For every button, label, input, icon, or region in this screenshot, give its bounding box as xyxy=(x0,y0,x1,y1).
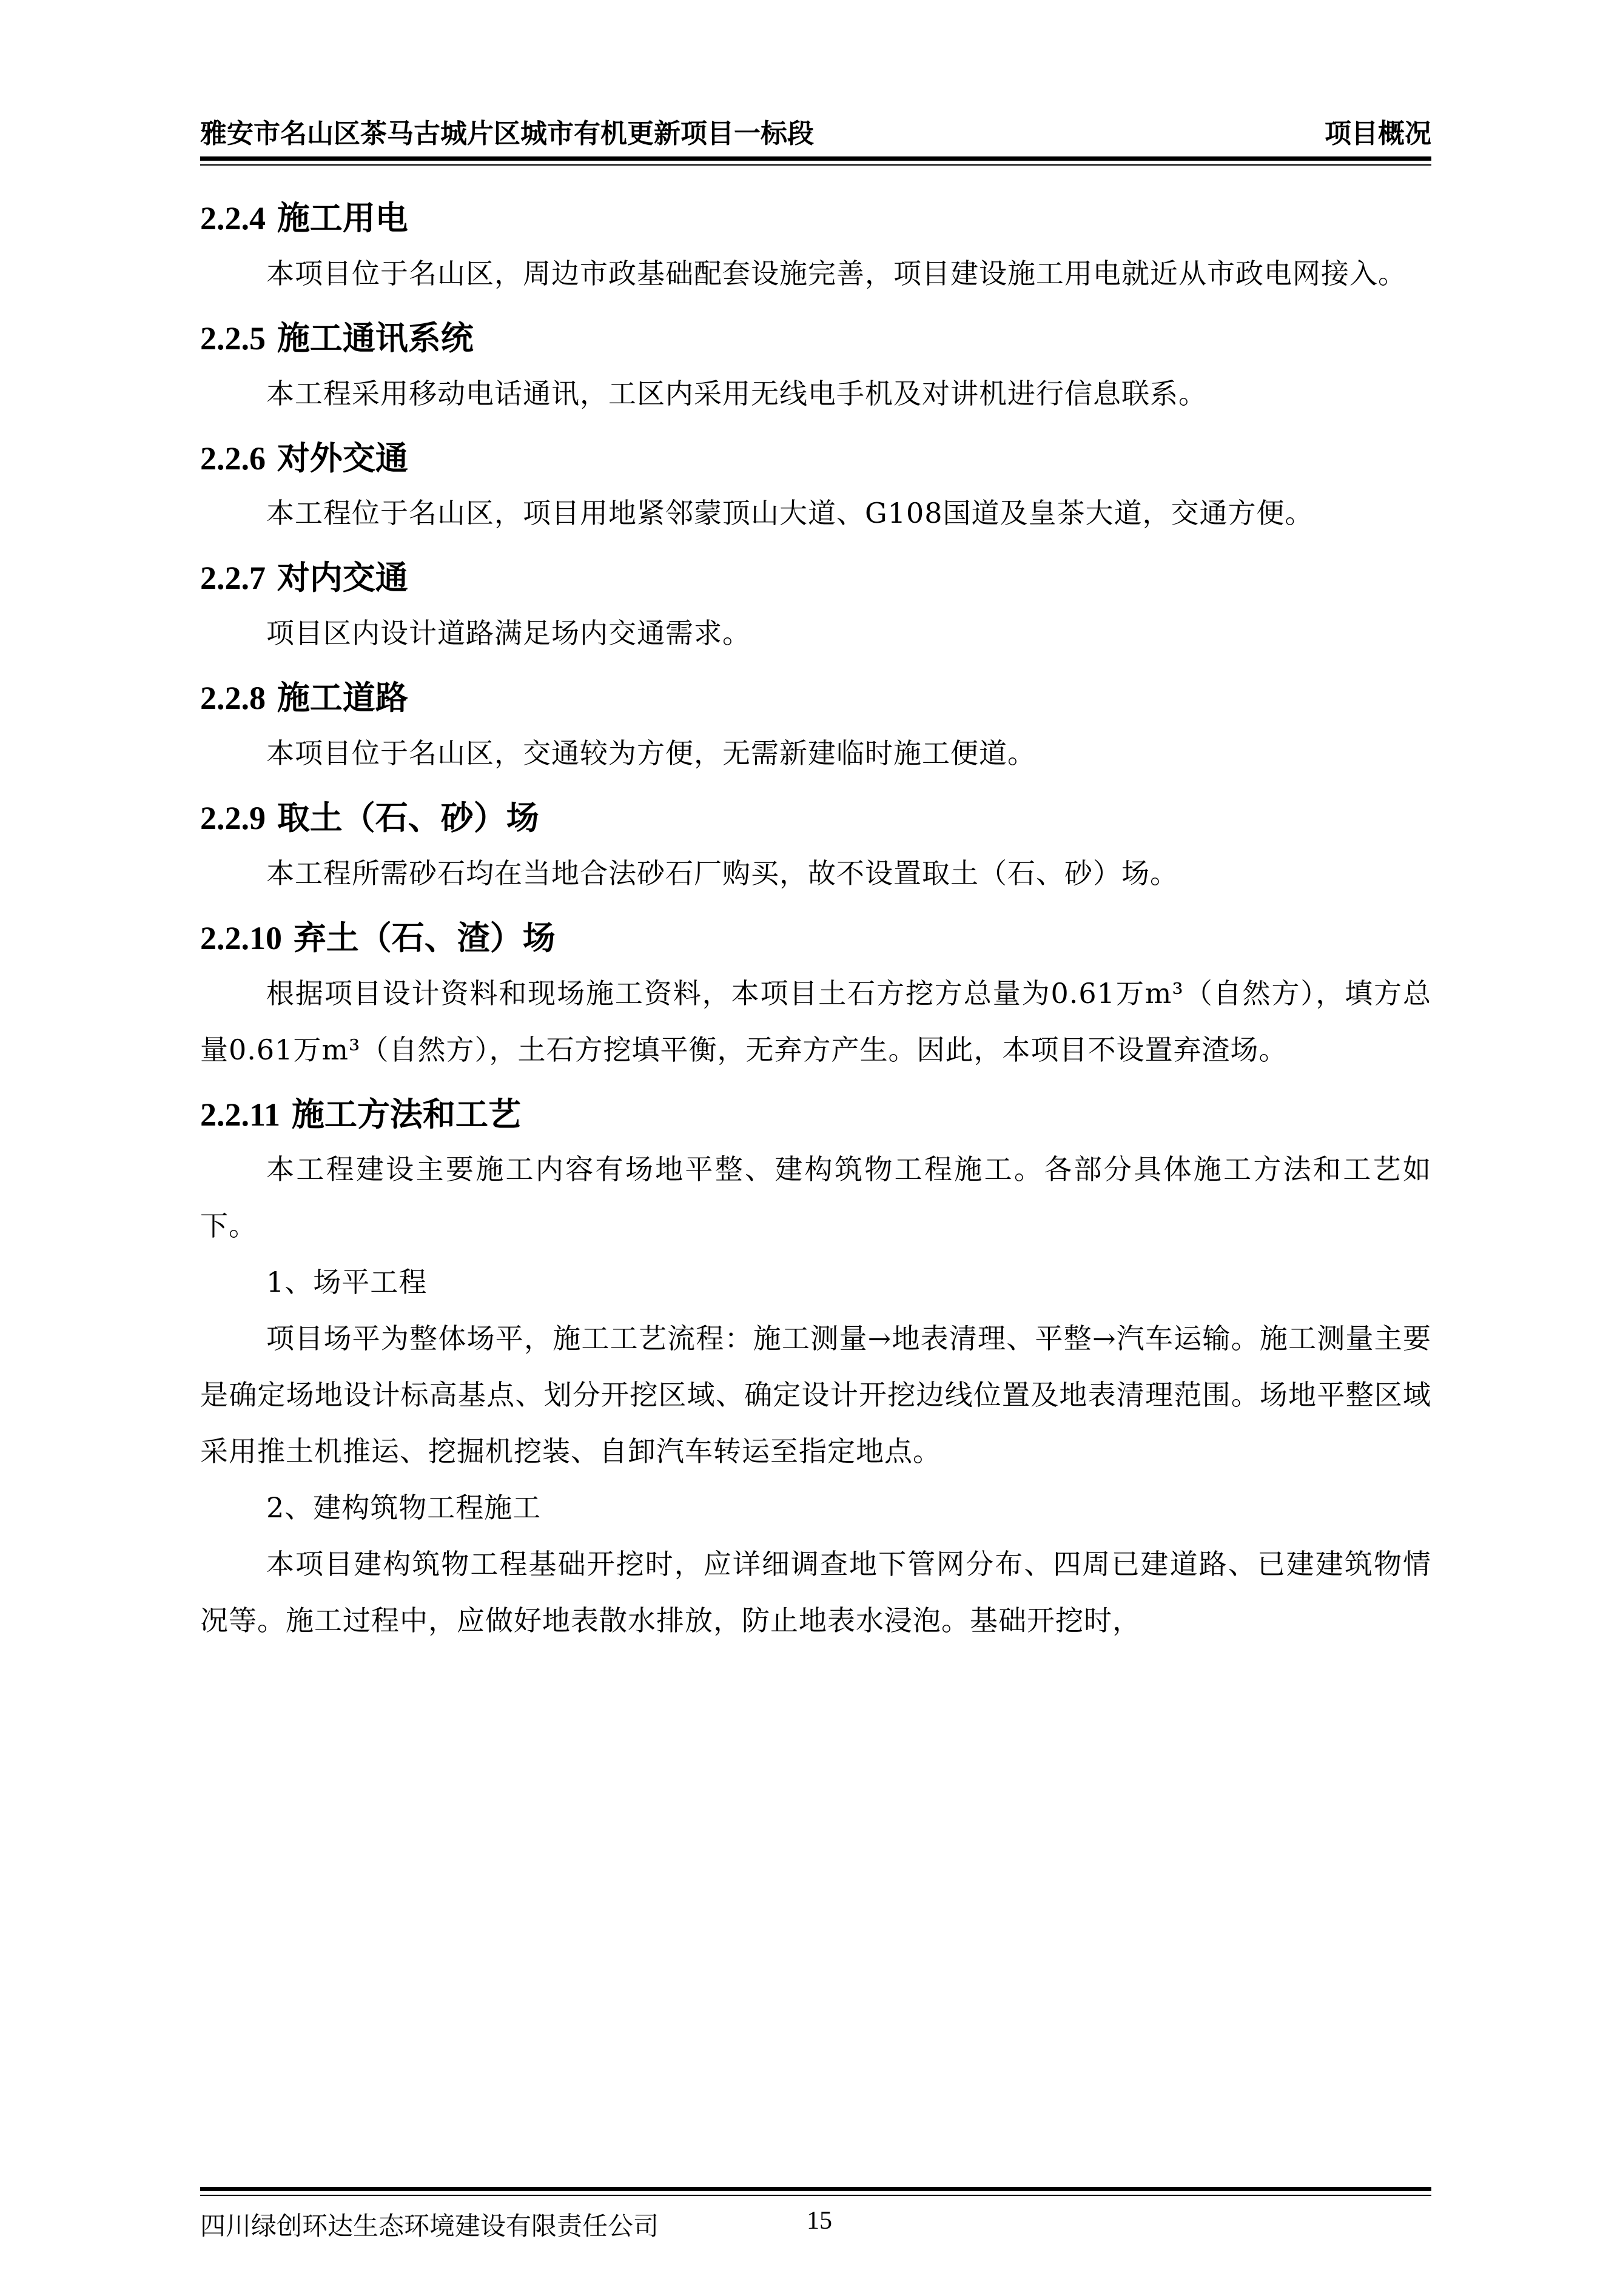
section-heading xyxy=(200,679,1431,718)
paragraph: 本项目位于名山区，交通较为方便，无需新建临时施工便道。 xyxy=(266,736,1036,770)
header-project-title: 雅安市名山区茶马古城片区城市有机更新项目一标段 xyxy=(200,118,814,149)
footer-rule-thick xyxy=(200,2187,1431,2191)
document-body xyxy=(200,182,1431,1649)
section-number: 2.2.5 xyxy=(200,320,266,357)
section-2-2-11 xyxy=(200,1095,1431,1650)
section-title: 对内交通 xyxy=(277,559,408,597)
paragraph: 本工程所需砂石均在当地合法砂石厂购买，故不设置取土（石、砂）场。 xyxy=(266,856,1178,890)
section-2-2-4 xyxy=(200,199,1431,302)
section-title: 对外交通 xyxy=(277,438,408,477)
section-2-2-10 xyxy=(200,919,1431,1078)
section-heading xyxy=(200,919,1431,958)
section-2-2-9 xyxy=(200,799,1431,902)
header-section-title: 项目概况 xyxy=(1325,118,1431,149)
section-number: 2.2.10 xyxy=(200,919,282,956)
header-rule-thick xyxy=(200,156,1431,161)
subheading-building-construction: 2、建构筑物工程施工 xyxy=(266,1491,542,1525)
section-title: 取土（石、砂）场 xyxy=(277,798,539,837)
section-heading xyxy=(200,439,1431,478)
footer-rule-thin xyxy=(200,2195,1431,2196)
section-heading xyxy=(200,1095,1431,1135)
section-title: 施工道路 xyxy=(277,679,408,717)
section-title: 施工通讯系统 xyxy=(277,318,474,357)
paragraph: 本工程位于名山区，项目用地紧邻蒙顶山大道、G108国道及皇茶大道，交通方便。 xyxy=(266,497,1314,530)
page-header xyxy=(200,113,1431,149)
section-heading xyxy=(200,799,1431,838)
paragraph: 项目场平为整体场平，施工工艺流程：施工测量→地表清理、平整→汽车运输。施工测量主要是确定场地设计标高基点、划分开挖区域、确定设计开挖边线位置及地表清理范围。场地平整区域采用推土机推运、挖掘机挖装、自卸汽车转运至指定地点。 xyxy=(200,1322,1431,1468)
paragraph: 本项目建构筑物工程基础开挖时，应详细调查地下管网分布、四周已建道路、已建建筑物情况等。施工过程中，应做好地表散水排放，防止地表水浸泡。基础开挖时， xyxy=(200,1548,1431,1637)
section-heading xyxy=(200,559,1431,598)
subheading-site-leveling: 1、场平工程 xyxy=(266,1266,428,1299)
paragraph: 本工程建设主要施工内容有场地平整、建构筑物工程施工。各部分具体施工方法和工艺如下。 xyxy=(200,1153,1431,1243)
footer-company-name: 四川绿创环达生态环境建设有限责任公司 xyxy=(200,2211,659,2241)
paragraph: 本项目位于名山区，周边市政基础配套设施完善，项目建设施工用电就近从市政电网接入。 xyxy=(266,257,1406,290)
section-2-2-6 xyxy=(200,439,1431,542)
section-number: 2.2.7 xyxy=(200,560,266,597)
section-heading xyxy=(200,319,1431,358)
section-title: 施工用电 xyxy=(277,199,408,237)
section-number: 2.2.4 xyxy=(200,200,266,237)
section-number: 2.2.8 xyxy=(200,680,266,717)
section-2-2-8 xyxy=(200,679,1431,782)
paragraph: 项目区内设计道路满足场内交通需求。 xyxy=(266,617,751,650)
section-number: 2.2.6 xyxy=(200,440,266,477)
section-number: 2.2.9 xyxy=(200,799,266,836)
section-number: 2.2.11 xyxy=(200,1096,281,1133)
section-title: 弃土（石、渣）场 xyxy=(293,918,556,957)
header-rule-thin xyxy=(200,164,1431,166)
page-footer xyxy=(200,2206,1431,2240)
section-2-2-5 xyxy=(200,319,1431,422)
section-title: 施工方法和工艺 xyxy=(291,1095,521,1133)
section-2-2-7 xyxy=(200,559,1431,662)
section-heading xyxy=(200,199,1431,238)
page-number: 15 xyxy=(807,2207,832,2235)
paragraph: 本工程采用移动电话通讯，工区内采用无线电手机及对讲机进行信息联系。 xyxy=(266,377,1207,410)
paragraph: 根据项目设计资料和现场施工资料，本项目土石方挖方总量为0.61万m³（自然方），填方总量0.61万m³（自然方），土石方挖填平衡，无弃方产生。因此，本项目不设置弃渣场。 xyxy=(200,976,1431,1066)
